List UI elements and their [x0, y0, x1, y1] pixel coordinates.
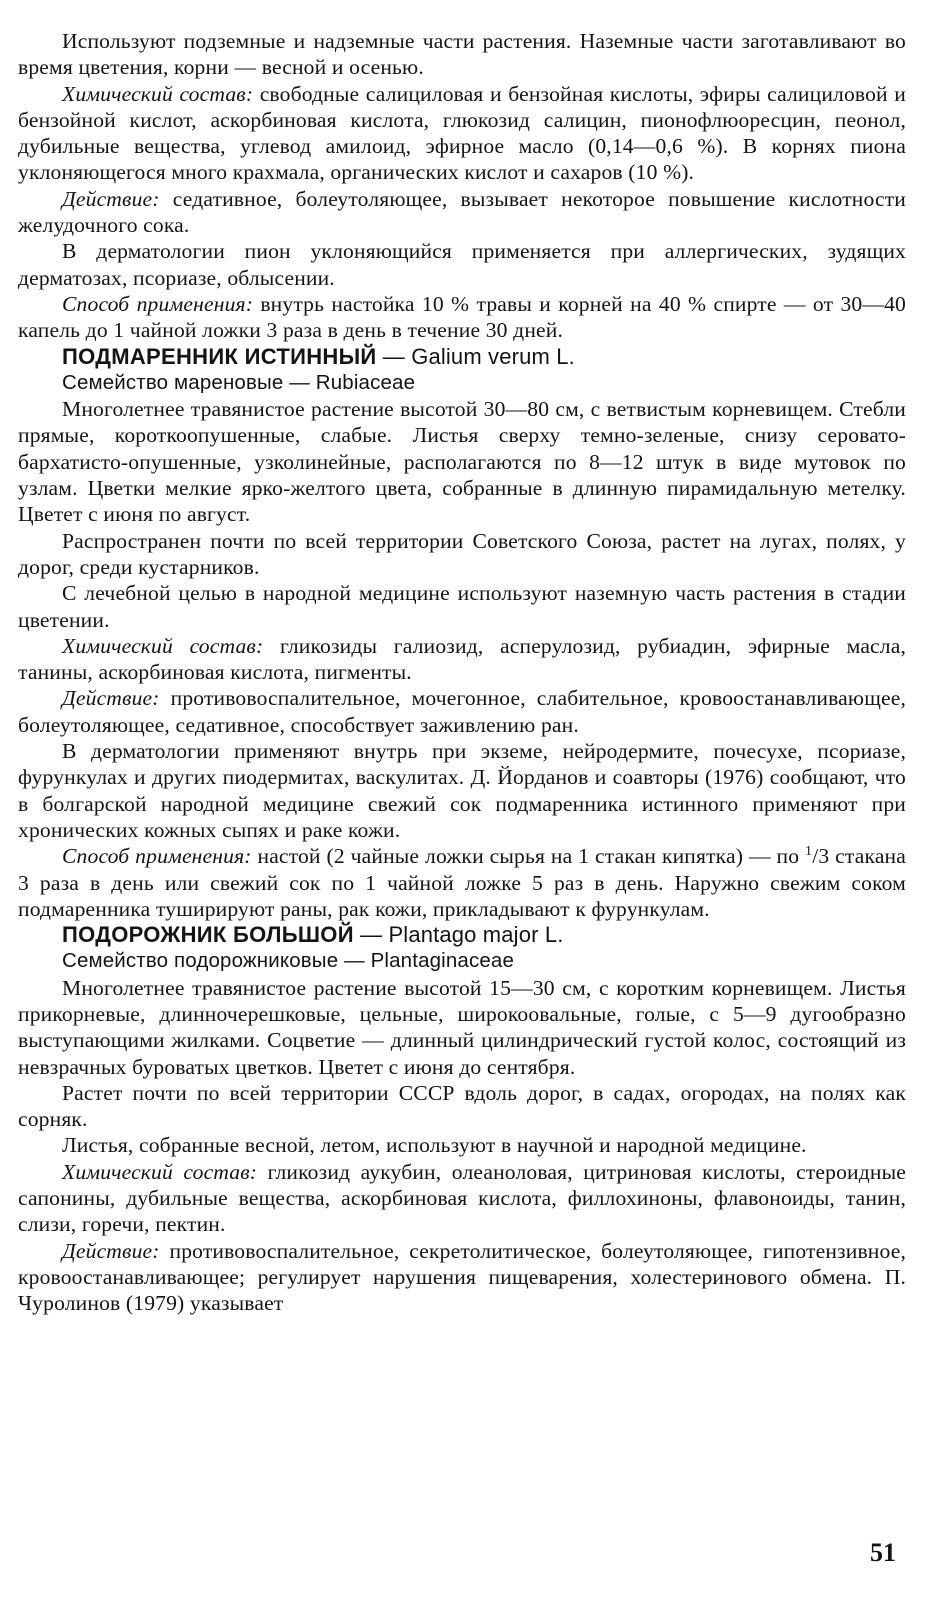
paragraph-action-galium — [18, 685, 906, 738]
paragraph-description-galium: Многолетнее травянистое растение высотой 30—80 см, с ветвистым корневищем. Стебли прямые, короткоопушенные, слабые. Листья сверху темно-зеленые, снизу серовато-бархатисто-опушенные, узколинейные, располагаются по 8—12 штук в виде мутовок по узлам. Цветки мелкие ярко-желтого цвета, собранные в длинную пирамидальную метелку. Цветет с июня по август. — [18, 397, 906, 527]
text-method: внутрь настойка 10 % травы и корней на 40 % спирте — от 30—40 капель до 1 чайной ложки 3 раза в день в течение 30 дней. — [18, 291, 906, 343]
text-chemical: гликозиды галиозид, асперулозид, рубиадин, эфирные масла, танины, аскорбиновая кислота, пигменты. — [18, 633, 906, 685]
label-chemical: Химический состав: — [62, 1159, 258, 1184]
fraction-denominator: /3 — [812, 844, 830, 869]
text-method-a: настой (2 чайные ложки сырья на 1 стакан кипятка) — по — [251, 844, 806, 869]
paragraph-method-peony — [18, 291, 906, 344]
heading-latin: — Plantago major L. — [353, 922, 564, 948]
label-chemical: Химический состав: — [62, 633, 264, 658]
text-action: противовоспалительное, секретолитическое, болеутоляющее, гипотензивное, кровоостанавливающее; регулирует нарушения пищеварения, холестеринового обмена. П. Чуролинов (1979) указывает — [18, 1238, 906, 1316]
paragraph-range-plantago: Растет почти по всей территории СССР вдоль дорог, в садах, огородах, на полях как сорняк. — [18, 1080, 906, 1132]
family-rubiaceae: Семейство мареновые — Rubiaceae — [62, 370, 416, 394]
paragraph-action-peony — [18, 186, 906, 239]
paragraph-dermatology-peony: В дерматологии пион уклоняющийся применяется при аллергических, зудящих дерматозах, псориазе, облысении. — [18, 239, 906, 290]
page-text — [18, 28, 906, 1317]
text-chemical: гликозид аукубин, олеаноловая, цитриновая кислоты, стероидные сапонины, дубильные вещества, аскорбиновая кислота, филлохиноны, флавоноиды, танин, слизи, горечи, пектин. — [18, 1159, 906, 1237]
label-method: Способ применения: — [62, 291, 254, 316]
heading-latin: — Galium verum L. — [376, 343, 575, 369]
text-action: седативное, болеутоляющее, вызывает некоторое повышение кислотности желудочного сока. — [18, 186, 906, 238]
label-chemical: Химический состав: — [62, 81, 254, 106]
heading-galium-verum — [18, 344, 906, 370]
paragraph-use-plantago: Листья, собранные весной, летом, используют в научной и народной медицине. — [62, 1133, 807, 1158]
paragraph-method-galium — [18, 843, 906, 922]
page-number: 51 — [870, 1538, 896, 1567]
text-chemical: свободные салициловая и бензойная кислоты, эфиры салициловой и бензойной кислот, аскорбиновая кислота, глюкозид салицин, пионофлюоресцин, пеонол, дубильные вещества, углевод амилоид, эфирное масло (0,14—0,6 %). В корнях пиона уклоняющегося много крахмала, органических кислот и сахаров (10 %). — [18, 81, 906, 185]
paragraph-chemical-galium — [18, 633, 906, 686]
label-method: Способ применения: — [62, 844, 252, 869]
paragraph-dermatology-galium: В дерматологии применяют внутрь при экземе, нейродермите, почесухе, псориазе, фурункулах и других пиодермитах, васкулитах. Д. Йорданов и соавторы (1976) сообщают, что в болгарской народной медицине свежий сок подмаренника истинного применяют при хронических кожных сыпях и раке кожи. — [18, 739, 906, 842]
paragraph-parts-used: Используют подземные и надземные части растения. Наземные части заготавливают во время цветения, корни — весной и осенью. — [18, 29, 906, 80]
heading-plantago-major — [18, 922, 906, 948]
text-action: противовоспалительное, мочегонное, слабительное, кровоостанавливающее, болеутоляющее, седативное, способствует заживлению ран. — [18, 686, 906, 737]
label-action: Действие: — [62, 186, 160, 211]
family-plantaginaceae: Семейство подорожниковые — Plantaginaceae — [62, 949, 515, 973]
paragraph-action-plantago — [18, 1238, 906, 1317]
fraction-numerator: 1 — [805, 843, 813, 860]
paragraph-chemical-composition-peony — [18, 81, 906, 186]
paragraph-chemical-plantago — [18, 1159, 906, 1238]
heading-title: ПОДОРОЖНИК БОЛЬШОЙ — [62, 922, 354, 948]
text-method-b: стакана 3 раза в день или свежий сок по 1 чайной ложке 5 раз в день. Наружно свежим соком подмаренника туширируют раны, рак кожи, прикладывают к фурункулам. — [18, 844, 906, 921]
label-action: Действие: — [62, 1238, 160, 1263]
paragraph-description-plantago: Многолетнее травянистое растение высотой 15—30 см, с коротким корневищем. Листья прикорневые, длинночерешковые, цельные, широкоовальные, голые, с 5—9 дугообразно выступающими жилками. Соцветие — длинный цилиндрический густой колос, состоящий из невзрачных буроватых цветков. Цветет с июня до сентября. — [18, 975, 906, 1079]
paragraph-use-galium: С лечебной целью в народной медицине используют наземную часть растения в стадии цветении. — [18, 581, 906, 632]
label-action: Действие: — [62, 686, 160, 711]
paragraph-range-galium: Распространен почти по всей территории Советского Союза, растет на лугах, полях, у дорог, среди кустарников. — [18, 528, 906, 579]
heading-title: ПОДМАРЕННИК ИСТИННЫЙ — [62, 343, 377, 369]
